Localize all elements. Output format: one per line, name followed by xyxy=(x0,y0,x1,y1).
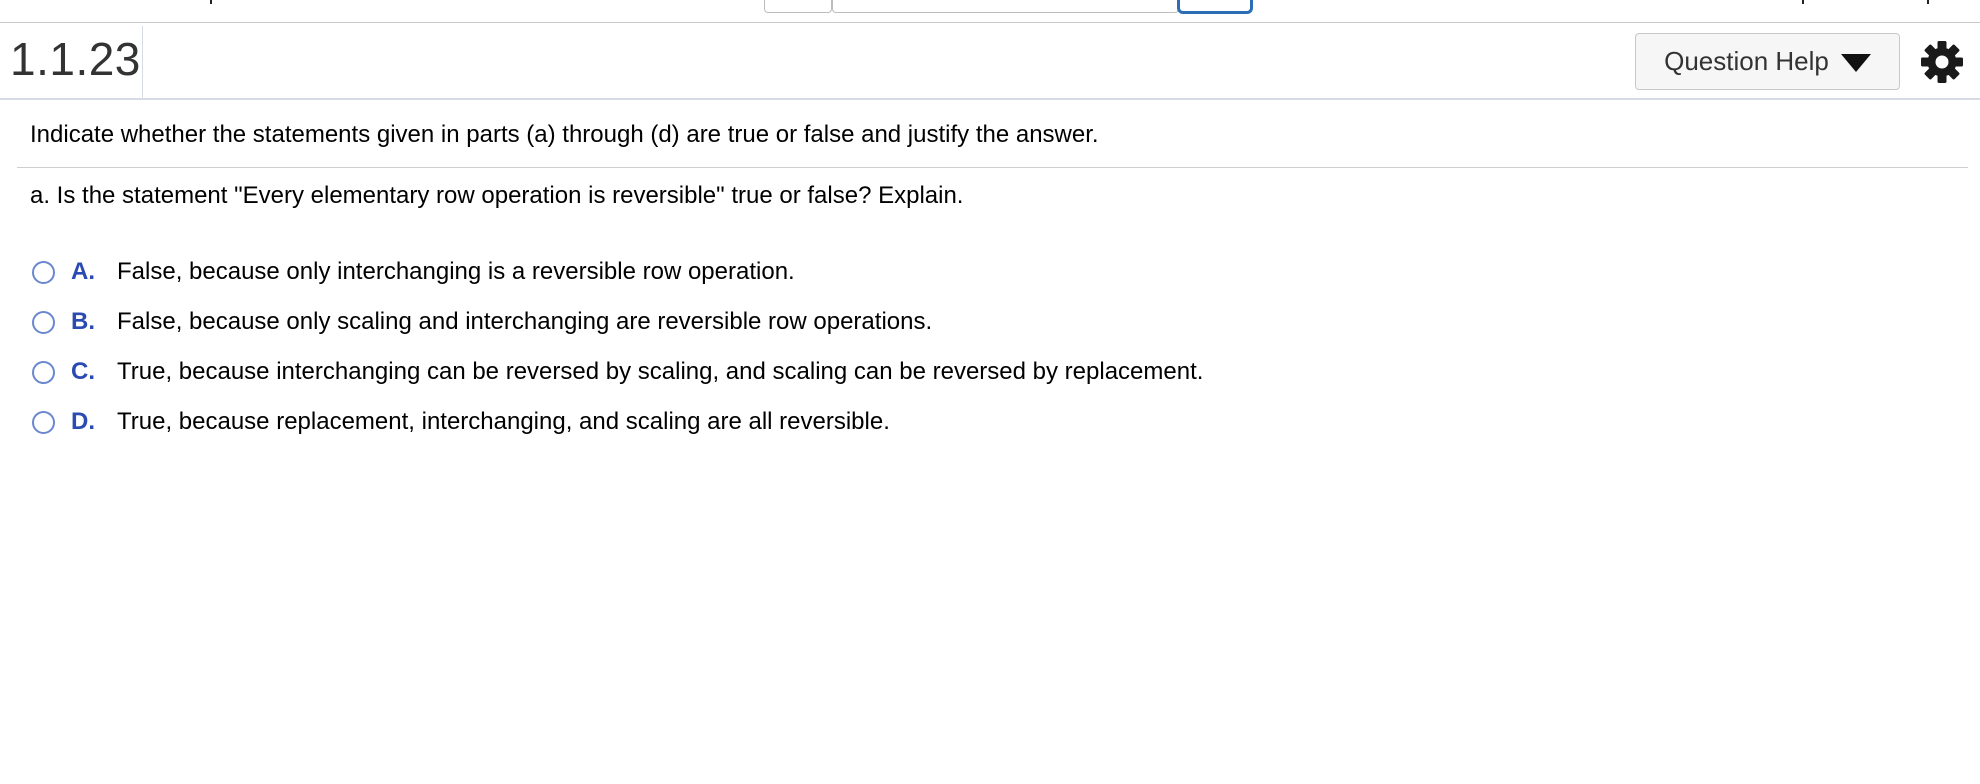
gear-icon-graphic xyxy=(1920,40,1964,84)
question-help-label: Question Help xyxy=(1664,46,1829,76)
answer-option-a[interactable] xyxy=(32,247,1203,297)
header-divider xyxy=(142,26,143,100)
option-letter: A. xyxy=(71,258,95,285)
radio-button-b[interactable] xyxy=(32,311,55,334)
answer-options xyxy=(32,247,1203,447)
question-number: 1.1.23 xyxy=(10,33,141,85)
top-toolbar-remnant xyxy=(0,0,1980,23)
question-instructions: Indicate whether the statements given in parts (a) through (d) are true or false and justify the answer. xyxy=(30,121,1099,148)
radio-button-d[interactable] xyxy=(32,411,55,434)
answer-option-d[interactable] xyxy=(32,397,1203,447)
toolbar-tick xyxy=(1927,0,1929,4)
toolbar-tick xyxy=(1802,0,1804,4)
toolbar-tick xyxy=(210,0,212,4)
caret-down-icon xyxy=(1841,54,1871,72)
option-letter: C. xyxy=(71,358,95,385)
gear-icon[interactable] xyxy=(1920,40,1964,84)
question-header xyxy=(0,22,1980,100)
option-text: True, because replacement, interchanging, and scaling are all reversible. xyxy=(117,408,890,435)
toolbar-field-left[interactable] xyxy=(764,0,832,13)
option-letter: B. xyxy=(71,308,95,335)
answer-option-c[interactable] xyxy=(32,347,1203,397)
option-text: False, because only scaling and interchanging are reversible row operations. xyxy=(117,308,933,335)
section-divider xyxy=(17,167,1968,168)
toolbar-field-focused[interactable] xyxy=(1177,0,1253,14)
option-text: True, because interchanging can be reversed by scaling, and scaling can be reversed by replacement. xyxy=(117,358,1204,385)
answer-option-b[interactable] xyxy=(32,297,1203,347)
option-letter: D. xyxy=(71,408,95,435)
option-text: False, because only interchanging is a reversible row operation. xyxy=(117,258,795,285)
radio-button-c[interactable] xyxy=(32,361,55,384)
part-a-question: a. Is the statement "Every elementary row operation is reversible" true or false? Explain. xyxy=(30,182,964,209)
question-help-button[interactable] xyxy=(1635,33,1900,90)
radio-button-a[interactable] xyxy=(32,261,55,284)
toolbar-field-middle[interactable] xyxy=(832,0,1179,13)
